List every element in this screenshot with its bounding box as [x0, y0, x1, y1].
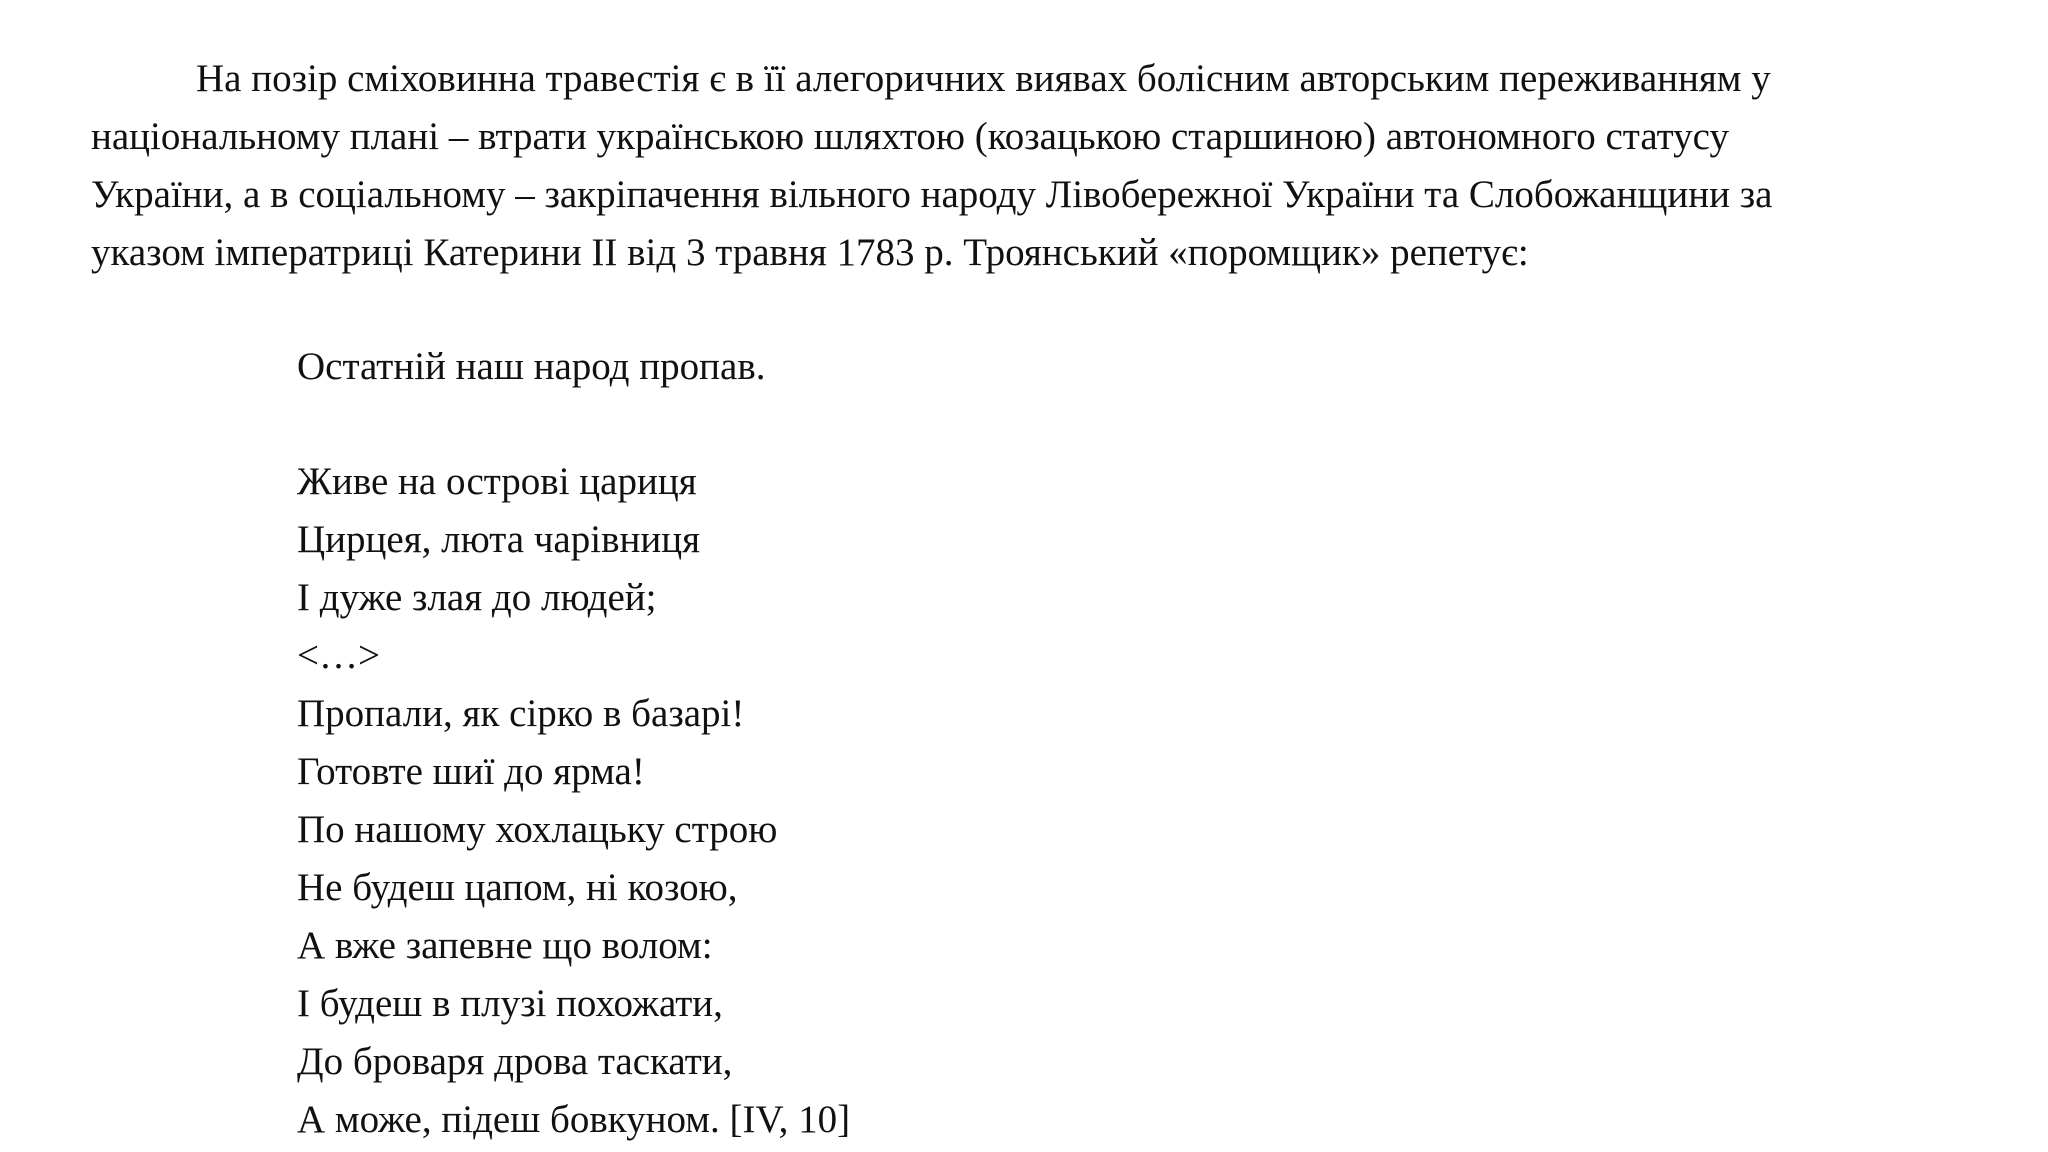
verse-line: А вже запевне що волом: — [297, 924, 713, 967]
verse-line: Цирцея, люта чарівниця — [297, 518, 701, 561]
verse-line: Готовте шиї до ярма! — [297, 750, 645, 793]
body-paragraph — [91, 50, 1971, 282]
paragraph-line: На позір сміховинна травестія є в її алегоричних виявах болісним авторським переживанням у — [196, 57, 1771, 100]
verse-line: Не будеш цапом, ні козою, — [297, 866, 738, 909]
verse-line: І дуже злая до людей; — [297, 576, 657, 619]
verse-line: По нашому хохлацьку строю — [297, 808, 778, 851]
quote-intro-line: Остатній наш народ пропав. — [297, 345, 766, 388]
paragraph-line: указом імператриці Катерини II від 3 травня 1783 р. Троянський «поромщик» репетує: — [91, 231, 1529, 274]
verse-quote — [297, 453, 850, 1149]
verse-line: А може, підеш бовкуном. [IV, 10] — [297, 1098, 851, 1141]
paragraph-line: національному плані – втрати українською шляхтою (козацькою старшиною) автономного статусу — [91, 115, 1729, 158]
verse-line: До броваря дрова таскати, — [297, 1040, 733, 1083]
verse-line: Живе на острові цариця — [297, 460, 697, 503]
verse-line: <…> — [297, 634, 380, 677]
verse-line: І будеш в плузі похожати, — [297, 982, 723, 1025]
verse-line: Пропали, як сірко в базарі! — [297, 692, 745, 735]
paragraph-line: України, а в соціальному – закріпачення вільного народу Лівобережної України та Слобожанщини за — [91, 173, 1773, 216]
